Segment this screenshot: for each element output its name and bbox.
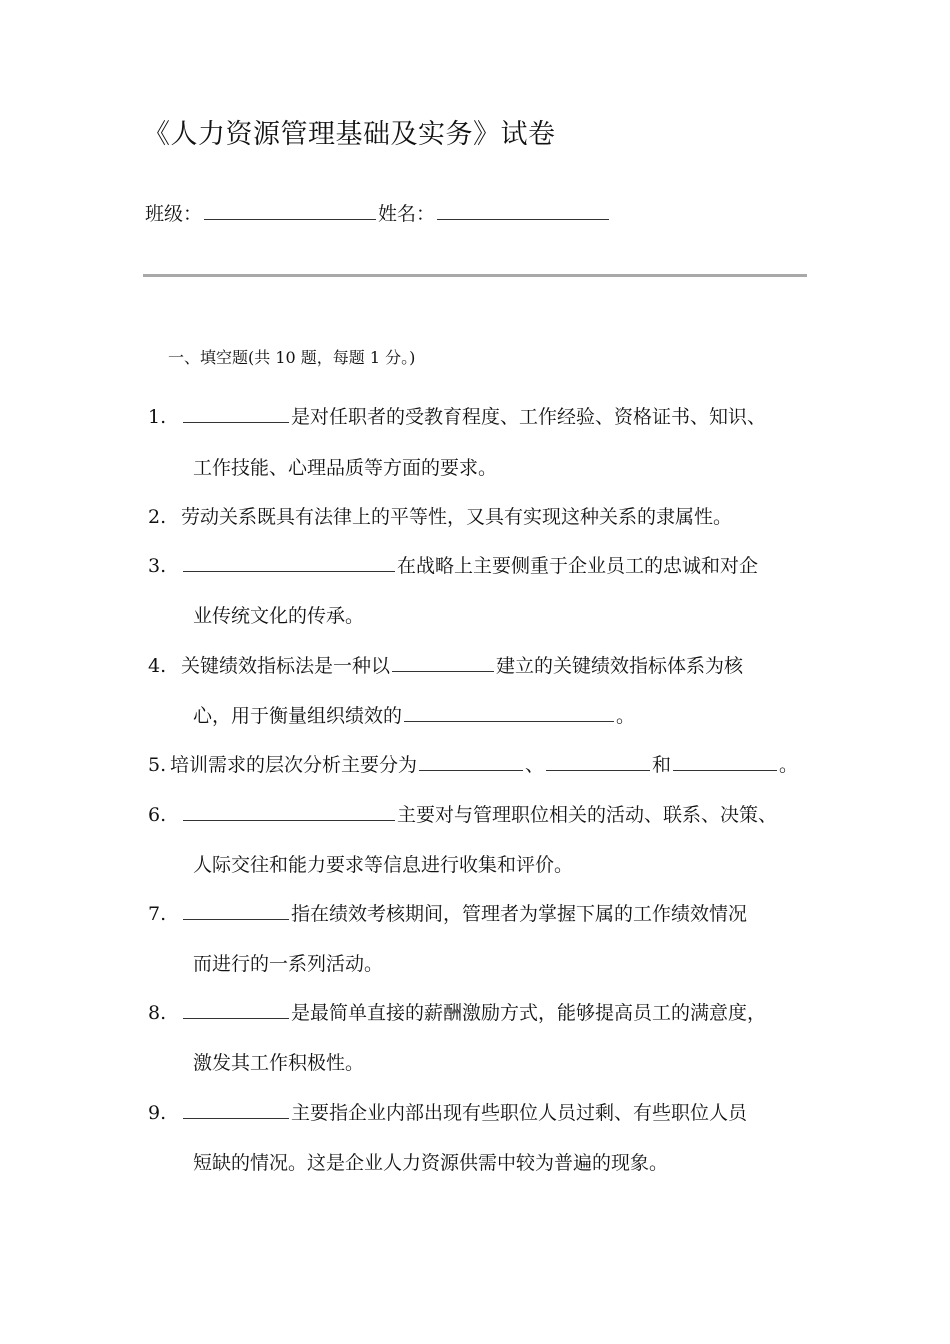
question-5 bbox=[148, 750, 798, 777]
question-7-continued: 而进行的一系列活动。 bbox=[193, 953, 384, 975]
answer-blank bbox=[183, 901, 289, 920]
question-number: 7. bbox=[148, 903, 167, 925]
question-1 bbox=[148, 402, 766, 429]
question-text: 。 bbox=[616, 705, 636, 727]
question-text: 是最简单直接的薪酬激励方式，能够提高员工的满意度， bbox=[291, 1002, 767, 1024]
answer-blank bbox=[673, 752, 777, 771]
question-text: 心，用于衡量组织绩效的 bbox=[193, 705, 403, 727]
question-text: 建立的关键绩效指标体系为核 bbox=[496, 655, 744, 677]
class-label: 班级： bbox=[145, 203, 203, 225]
section-title: 一、填空题(共 10 题，每题 1 分。) bbox=[168, 348, 416, 367]
question-4 bbox=[148, 651, 743, 678]
question-3 bbox=[148, 551, 758, 578]
answer-blank bbox=[392, 653, 494, 672]
answer-blank bbox=[404, 703, 614, 722]
answer-blank bbox=[183, 1100, 289, 1119]
question-text: 主要对与管理职位相关的活动、联系、决策、 bbox=[397, 804, 778, 826]
question-number: 5. bbox=[148, 754, 167, 776]
question-6 bbox=[148, 800, 777, 827]
question-text: 指在绩效考核期间，管理者为掌握下属的工作绩效情况 bbox=[291, 903, 748, 925]
question-text: 是对任职者的受教育程度、工作经验、资格证书、知识、 bbox=[291, 406, 767, 428]
question-text: 在战略上主要侧重于企业员工的忠诚和对企 bbox=[397, 555, 759, 577]
answer-blank bbox=[183, 553, 395, 572]
question-number: 3. bbox=[148, 555, 167, 577]
question-3-continued: 业传统文化的传承。 bbox=[193, 605, 365, 627]
answer-blank bbox=[546, 752, 650, 771]
name-blank bbox=[437, 201, 609, 220]
header-divider bbox=[143, 274, 807, 277]
question-number: 1. bbox=[148, 406, 167, 428]
question-2 bbox=[148, 502, 732, 529]
question-9-continued: 短缺的情况。这是企业人力资源供需中较为普遍的现象。 bbox=[193, 1152, 669, 1174]
class-blank bbox=[204, 201, 376, 220]
answer-blank bbox=[183, 404, 289, 423]
name-label: 姓名： bbox=[378, 203, 436, 225]
question-number: 6. bbox=[148, 804, 167, 826]
question-text: 、 bbox=[525, 754, 545, 776]
question-text: 培训需求的层次分析主要分为 bbox=[170, 754, 418, 776]
document-title: 《人力资源管理基础及实务》试卷 bbox=[143, 119, 556, 150]
answer-blank bbox=[183, 1000, 289, 1019]
question-text: 主要指企业内部出现有些职位人员过剩、有些职位人员 bbox=[291, 1102, 748, 1124]
question-text: 劳动关系既具有法律上的平等性，又具有实现这种关系的隶属性。 bbox=[181, 506, 733, 528]
answer-blank bbox=[419, 752, 523, 771]
question-8 bbox=[148, 998, 766, 1025]
question-text: 和 bbox=[652, 754, 672, 776]
question-1-continued: 工作技能、心理品质等方面的要求。 bbox=[193, 457, 498, 479]
question-number: 9. bbox=[148, 1102, 167, 1124]
question-text: 。 bbox=[779, 754, 799, 776]
question-text: 关键绩效指标法是一种以 bbox=[181, 655, 391, 677]
student-info-line bbox=[145, 199, 611, 226]
question-8-continued: 激发其工作积极性。 bbox=[193, 1052, 365, 1074]
question-number: 2. bbox=[148, 506, 167, 528]
question-9 bbox=[148, 1098, 747, 1125]
answer-blank bbox=[183, 802, 395, 821]
question-6-continued: 人际交往和能力要求等信息进行收集和评价。 bbox=[193, 854, 574, 876]
question-number: 4. bbox=[148, 655, 167, 677]
question-4-continued bbox=[193, 701, 635, 728]
question-7 bbox=[148, 899, 747, 926]
question-number: 8. bbox=[148, 1002, 167, 1024]
